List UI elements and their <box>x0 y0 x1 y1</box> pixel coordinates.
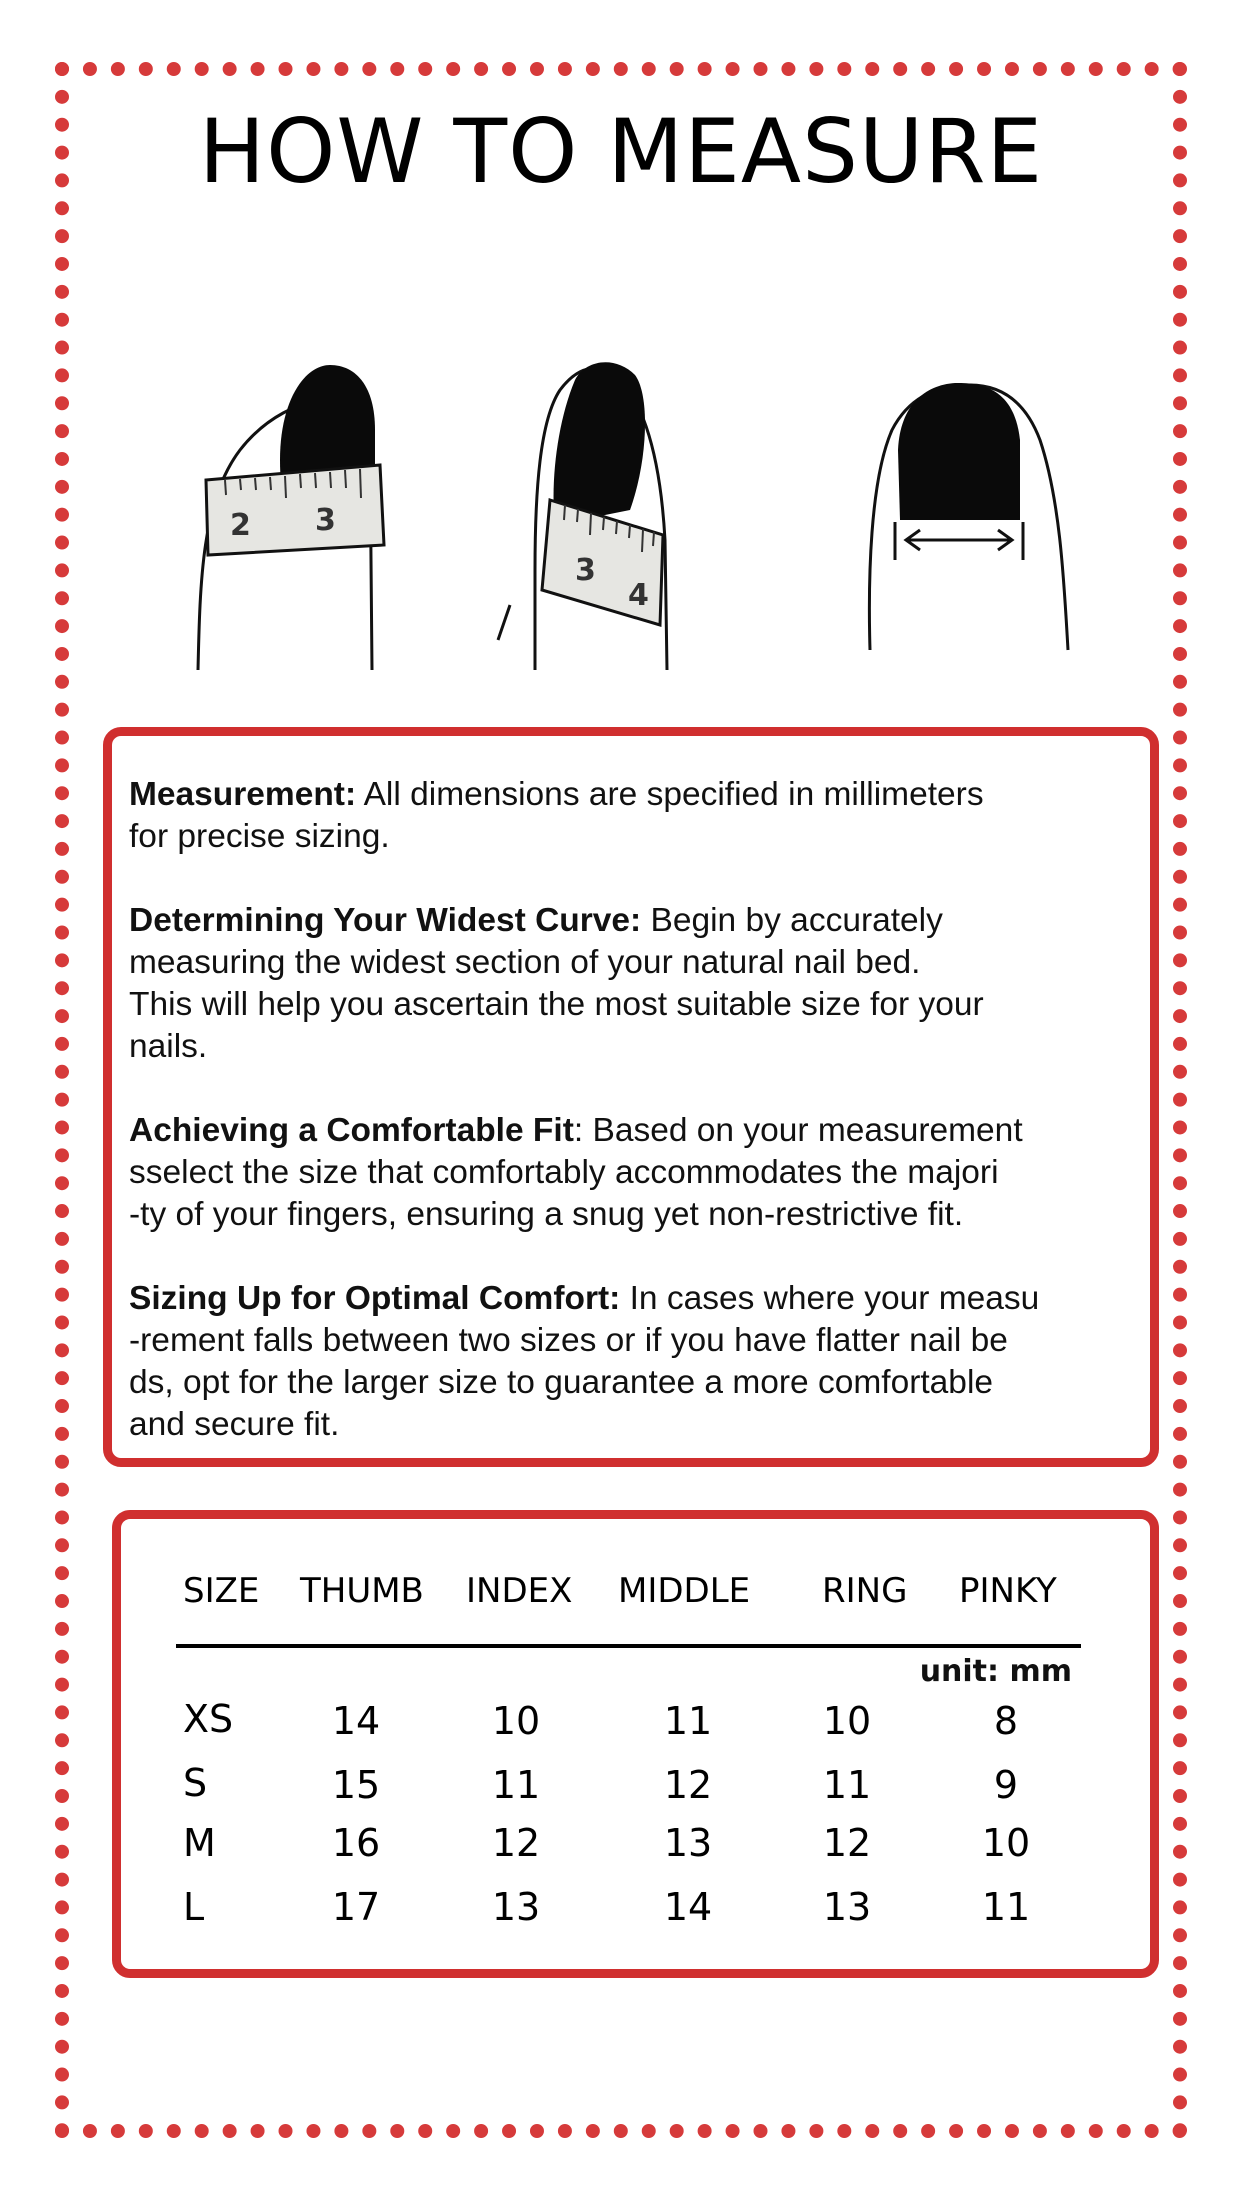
instruction-sizing-up <box>129 1278 1136 1446</box>
table-cell: 14 <box>331 1699 381 1743</box>
table-cell: 10 <box>491 1699 541 1743</box>
table-cell: 16 <box>331 1821 381 1865</box>
instruction-heading: Determining Your Widest Curve: <box>129 902 642 939</box>
instructions-box <box>103 727 1159 1467</box>
nail-width-arrow-icon <box>869 383 1068 650</box>
ruler-number-2: 2 <box>230 508 251 543</box>
table-cell: L <box>183 1885 205 1929</box>
instruction-heading: Measurement: <box>129 776 357 813</box>
table-cell: 8 <box>993 1699 1019 1743</box>
table-cell: 17 <box>331 1885 381 1929</box>
table-cell: 12 <box>822 1821 872 1865</box>
table-cell: 12 <box>663 1763 713 1807</box>
unit-label: unit: mm <box>919 1654 1072 1689</box>
instruction-widest-curve <box>129 900 1136 1068</box>
header-pinky: PINKY <box>959 1571 1057 1611</box>
header-index: INDEX <box>466 1571 573 1611</box>
table-cell: 11 <box>981 1885 1031 1929</box>
measuring-illustrations <box>180 340 1100 680</box>
header-thumb: THUMB <box>300 1571 424 1611</box>
ruler-number-4: 4 <box>628 578 649 613</box>
instruction-measurement <box>129 774 1136 858</box>
instruction-heading: Sizing Up for Optimal Comfort: <box>129 1280 621 1317</box>
size-chart-table <box>112 1510 1159 1978</box>
instruction-body: Begin by accurately measuring the widest section of your natural nail bed. This will help you ascertain the most suitable size for your nails. <box>129 902 984 1065</box>
header-middle: MIDDLE <box>618 1571 751 1611</box>
table-cell: 15 <box>331 1763 381 1807</box>
tape-measure-on-nail-icon <box>198 365 384 670</box>
ruler-number-3: 3 <box>315 503 336 538</box>
table-cell: 10 <box>981 1821 1031 1865</box>
page-title: HOW TO MEASURE <box>198 100 1044 203</box>
instruction-body: In cases where your measu -rement falls between two sizes or if you have flatter nail be ds, opt for the larger size to guarantee a more comfortable and secure fit. <box>129 1280 1040 1443</box>
table-cell: XS <box>183 1697 234 1741</box>
table-cell: 11 <box>822 1763 872 1807</box>
table-cell: 9 <box>993 1763 1019 1807</box>
header-ring: RING <box>822 1571 908 1611</box>
tape-measure-angled-on-nail-icon <box>498 362 667 670</box>
table-cell: M <box>183 1821 216 1865</box>
table-cell: 12 <box>491 1821 541 1865</box>
table-cell: 13 <box>491 1885 541 1929</box>
table-cell: 14 <box>663 1885 713 1929</box>
header-divider <box>176 1644 1081 1648</box>
table-cell: 13 <box>663 1821 713 1865</box>
table-cell: 13 <box>822 1885 872 1929</box>
header-size: SIZE <box>183 1571 260 1611</box>
instruction-body: All dimensions are specified in millimeters for precise sizing. <box>129 776 984 855</box>
table-cell: S <box>183 1761 208 1805</box>
table-cell: 11 <box>491 1763 541 1807</box>
instruction-heading: Achieving a Comfortable Fit <box>129 1112 574 1149</box>
table-cell: 10 <box>822 1699 872 1743</box>
instruction-body: : Based on your measurement sselect the size that comfortably accommodates the majori -ty of your fingers, ensuring a snug yet non-restrictive fit. <box>129 1112 1023 1233</box>
ruler-number-3b: 3 <box>575 553 596 588</box>
table-cell: 11 <box>663 1699 713 1743</box>
instruction-comfortable-fit <box>129 1110 1136 1236</box>
